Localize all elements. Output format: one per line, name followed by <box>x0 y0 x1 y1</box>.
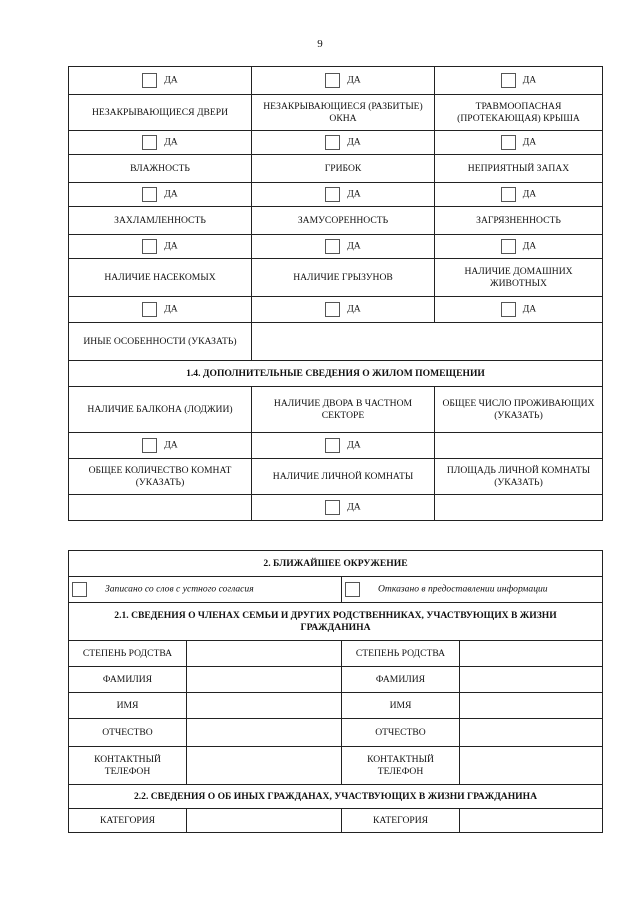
checkbox[interactable] <box>142 73 157 88</box>
cell-label: ГРИБОК <box>252 155 435 183</box>
checkbox[interactable] <box>142 135 157 150</box>
field-input[interactable] <box>187 667 342 693</box>
label-row <box>69 259 603 297</box>
phone-row <box>69 747 603 785</box>
field-input[interactable] <box>460 747 603 785</box>
checkbox[interactable] <box>142 239 157 254</box>
own-room-label: НАЛИЧИЕ ЛИЧНОЙ КОМНАТЫ <box>252 459 435 495</box>
yard-label: НАЛИЧИЕ ДВОРА В ЧАСТНОМ СЕКТОРЕ <box>252 387 435 433</box>
field-label: КОНТАКТНЫЙ ТЕЛЕФОН <box>342 747 460 785</box>
checkbox-row <box>69 131 603 155</box>
checkbox-row <box>69 67 603 95</box>
cell-label: НАЛИЧИЕ ДОМАШНИХ ЖИВОТНЫХ <box>435 259 603 297</box>
field-label: КАТЕГОРИЯ <box>69 809 187 833</box>
field-input[interactable] <box>187 719 342 747</box>
cell-label: НЕЗАКРЫВАЮЩИЕСЯ (РАЗБИТЫЕ) ОКНА <box>252 95 435 131</box>
yes-label: ДА <box>347 240 361 252</box>
own-room-area-label: ПЛОЩАДЬ ЛИЧНОЙ КОМНАТЫ (УКАЗАТЬ) <box>435 459 603 495</box>
name-row <box>69 693 603 719</box>
label-row <box>69 207 603 235</box>
surname-row <box>69 667 603 693</box>
consent-row <box>69 577 603 603</box>
cell-label: НАЛИЧИЕ ГРЫЗУНОВ <box>252 259 435 297</box>
field-input[interactable] <box>187 747 342 785</box>
checkbox[interactable] <box>325 187 340 202</box>
checkbox[interactable] <box>501 239 516 254</box>
rooms-total-field[interactable] <box>69 495 252 521</box>
consent-checkbox[interactable] <box>72 582 87 597</box>
field-label: КАТЕГОРИЯ <box>342 809 460 833</box>
consent-label: Записано со слов с устного согласия <box>105 583 254 595</box>
yes-label: ДА <box>347 136 361 148</box>
yes-label: ДА <box>164 136 178 148</box>
yes-label: ДА <box>522 188 537 200</box>
yes-label: ДА <box>347 439 361 451</box>
checkbox[interactable] <box>501 135 516 150</box>
field-label: ОТЧЕСТВО <box>69 719 187 747</box>
yes-label: ДА <box>164 303 178 315</box>
cell-label: ТРАВМООПАСНАЯ (ПРОТЕКАЮЩАЯ) КРЫША <box>435 95 603 131</box>
checkbox[interactable] <box>325 135 340 150</box>
field-label: ФАМИЛИЯ <box>69 667 187 693</box>
yes-label: ДА <box>164 188 178 200</box>
checkbox[interactable] <box>325 73 340 88</box>
patronymic-row <box>69 719 603 747</box>
checkbox[interactable] <box>325 500 340 515</box>
refused-checkbox[interactable] <box>345 582 360 597</box>
relation-row <box>69 641 603 667</box>
checkbox-row <box>69 183 603 207</box>
field-input[interactable] <box>460 809 603 833</box>
checkbox[interactable] <box>501 73 516 88</box>
yes-label: ДА <box>347 303 361 315</box>
other-features-label: ИНЫЕ ОСОБЕННОСТИ (УКАЗАТЬ) <box>69 323 252 361</box>
field-label: СТЕПЕНЬ РОДСТВА <box>342 641 460 667</box>
cell-label: НЕПРИЯТНЫЙ ЗАПАХ <box>435 155 603 183</box>
subsection-2-2-header <box>69 785 603 809</box>
page-number: 9 <box>317 38 323 50</box>
subsection-title: 2.1. СВЕДЕНИЯ О ЧЛЕНАХ СЕМЬИ И ДРУГИХ РОДСТВЕННИКАХ, УЧАСТВУЮЩИХ В ЖИЗНИ ГРАЖДАНИНА <box>69 603 603 641</box>
residents-label: ОБЩЕЕ ЧИСЛО ПРОЖИВАЮЩИХ (УКАЗАТЬ) <box>435 387 603 433</box>
section-title: 2. БЛИЖАЙШЕЕ ОКРУЖЕНИЕ <box>69 551 603 577</box>
cell-label: ЗАГРЯЗНЕННОСТЬ <box>435 207 603 235</box>
rooms-total-label: ОБЩЕЕ КОЛИЧЕСТВО КОМНАТ (УКАЗАТЬ) <box>69 459 252 495</box>
checkbox[interactable] <box>142 302 157 317</box>
label-row <box>69 387 603 433</box>
checkbox[interactable] <box>501 187 516 202</box>
field-label: СТЕПЕНЬ РОДСТВА <box>69 641 187 667</box>
yes-label: ДА <box>522 74 537 86</box>
residents-field[interactable] <box>435 433 603 459</box>
other-features-row <box>69 323 603 361</box>
field-label: ИМЯ <box>342 693 460 719</box>
checkbox[interactable] <box>325 438 340 453</box>
subsection-title: 2.2. СВЕДЕНИЯ О ОБ ИНЫХ ГРАЖДАНАХ, УЧАСТВУЮЩИХ В ЖИЗНИ ГРАЖДАНИНА <box>69 785 603 809</box>
yes-label: ДА <box>164 74 178 86</box>
field-input[interactable] <box>187 809 342 833</box>
field-input[interactable] <box>460 693 603 719</box>
checkbox[interactable] <box>325 239 340 254</box>
housing-conditions-table <box>68 66 603 521</box>
field-input[interactable] <box>460 641 603 667</box>
input-row <box>69 495 603 521</box>
yes-label: ДА <box>522 136 537 148</box>
field-label: ИМЯ <box>69 693 187 719</box>
checkbox-row <box>69 433 603 459</box>
own-room-area-field[interactable] <box>435 495 603 521</box>
subsection-title: 1.4. ДОПОЛНИТЕЛЬНЫЕ СВЕДЕНИЯ О ЖИЛОМ ПОМЕЩЕНИИ <box>69 361 603 387</box>
close-environment-table <box>68 550 603 833</box>
checkbox-row <box>69 297 603 323</box>
other-features-field[interactable] <box>252 323 603 361</box>
field-input[interactable] <box>187 693 342 719</box>
label-row <box>69 155 603 183</box>
subsection-1-4-header <box>69 361 603 387</box>
checkbox-row <box>69 235 603 259</box>
field-label: ОТЧЕСТВО <box>342 719 460 747</box>
refused-label: Отказано в предоставлении информации <box>378 583 548 595</box>
yes-label: ДА <box>347 501 361 513</box>
checkbox[interactable] <box>501 302 516 317</box>
field-input[interactable] <box>460 667 603 693</box>
field-input[interactable] <box>187 641 342 667</box>
cell-label: ВЛАЖНОСТЬ <box>69 155 252 183</box>
cell-label: НЕЗАКРЫВАЮЩИЕСЯ ДВЕРИ <box>69 95 252 131</box>
field-input[interactable] <box>460 719 603 747</box>
balcony-label: НАЛИЧИЕ БАЛКОНА (ЛОДЖИИ) <box>69 387 252 433</box>
yes-label: ДА <box>164 240 178 252</box>
field-label: КОНТАКТНЫЙ ТЕЛЕФОН <box>69 747 187 785</box>
checkbox[interactable] <box>142 187 157 202</box>
yes-label: ДА <box>522 303 537 315</box>
field-label: ФАМИЛИЯ <box>342 667 460 693</box>
yes-label: ДА <box>347 74 361 86</box>
label-row <box>69 459 603 495</box>
yes-label: ДА <box>522 240 537 252</box>
section-2-header <box>69 551 603 577</box>
checkbox[interactable] <box>325 302 340 317</box>
cell-label: ЗАХЛАМЛЕННОСТЬ <box>69 207 252 235</box>
label-row <box>69 95 603 131</box>
subsection-2-1-header <box>69 603 603 641</box>
yes-label: ДА <box>164 439 178 451</box>
yes-label: ДА <box>347 188 361 200</box>
checkbox[interactable] <box>142 438 157 453</box>
category-row <box>69 809 603 833</box>
cell-label: НАЛИЧИЕ НАСЕКОМЫХ <box>69 259 252 297</box>
cell-label: ЗАМУСОРЕННОСТЬ <box>252 207 435 235</box>
